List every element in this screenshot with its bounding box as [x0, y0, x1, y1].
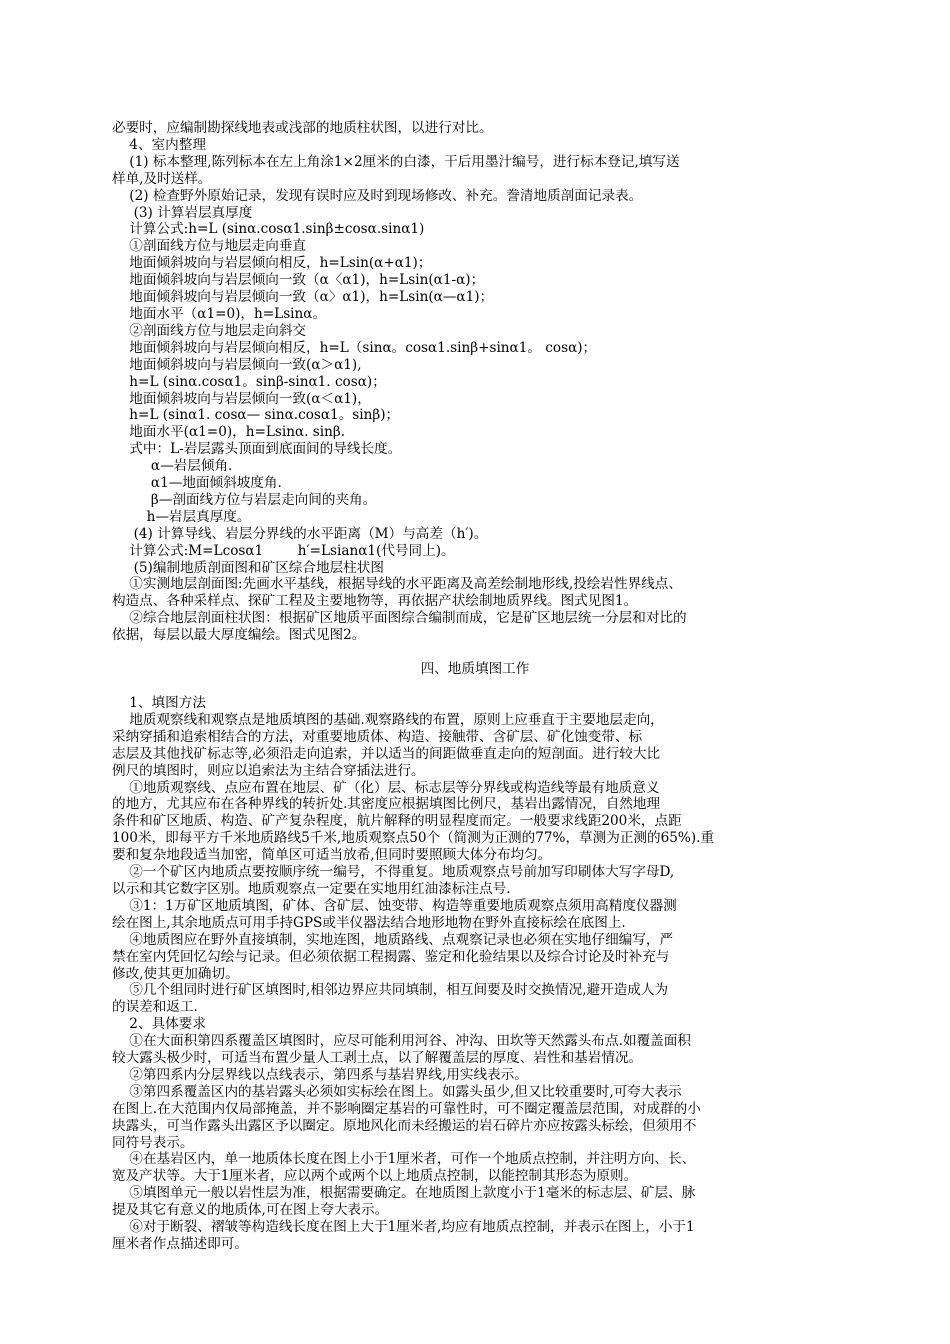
text-line: h—岩层真厚度。 — [112, 508, 251, 525]
text-line: 较大露头极少时，可适当布置少量人工剥土点，以了解覆盖层的厚度、岩性和基岩情况。 — [112, 1050, 643, 1067]
section-geological-mapping — [112, 695, 838, 1253]
text-line: 宽及产状等。大于1厘米者，应以两个或两个以上地质点控制，以能控制其形态为原则。 — [112, 1168, 638, 1185]
text-line: 样单,及时送样。 — [112, 170, 212, 187]
text-line: 计算公式:M=Lcosα1 h′=Lsianα1(代号同上)。 — [112, 542, 455, 559]
text-line: h=L (sinα1. cosα— sinα.cosα1。sinβ)； — [112, 407, 400, 424]
section-title: 四、地质填图工作 — [420, 661, 530, 678]
text-line: (3) 计算岩层真厚度 — [112, 204, 253, 221]
text-line: ⑤几个组同时进行矿区填图时,相邻边界应共同填制，相互间要及时交换情况,避开造成人为 — [112, 982, 669, 999]
text-line: 计算公式:h=L (sinα.cosα1.sinβ±cosα.sinα1) — [112, 221, 425, 238]
text-line: 的误差和返工. — [112, 999, 198, 1016]
text-line: ①剖面线方位与地层走向垂直 — [112, 238, 307, 255]
text-line: 志层及其他找矿标志等,必须沿走向追索，并以适当的间距做垂直走向的短剖面。进行较大比 — [112, 745, 661, 762]
text-line: 绘在图上,其余地质点可用手持GPS或半仪器法结合地形地物在野外直接标绘在底图上. — [112, 914, 626, 931]
text-line: 厘米者作点描述即可。 — [112, 1236, 248, 1252]
text-line: (5)编制地质剖面图和矿区综合地层柱状图 — [112, 559, 384, 576]
document-page — [112, 120, 838, 1253]
text-line: 以示和其它数字区别。地质观察点一定要在实地用红油漆标注点号. — [112, 880, 511, 897]
text-line: ②一个矿区内地质点要按顺序统一编号，不得重复。地质观察点号前加写印刷体大写字母D, — [112, 864, 675, 881]
text-line: 地面倾斜坡向与岩层倾向相反，h=Lsin(α+α1)； — [112, 255, 432, 272]
text-line: 同符号表示。 — [112, 1134, 194, 1151]
text-line: 禁在室内凭回忆勾绘与记录。但必须依据工程揭露、鉴定和化验结果以及综合讨论及时补充与 — [112, 948, 670, 965]
text-line: 4、室内整理 — [112, 136, 206, 153]
text-line: ①地质观察线、点应布置在地层、矿（化）层、标志层等分界线或构造线等最有地质意义 — [112, 779, 660, 796]
text-line: 1、填图方法 — [112, 695, 206, 711]
text-line: (1) 标本整理,陈列标本在左上角涂1×2厘米的白漆，干后用墨汁编号，进行标本登记,填写送 — [112, 153, 680, 170]
text-line: 地面倾斜坡向与岩层倾向一致（α〉α1)，h=Lsin(α—α1)； — [112, 289, 494, 306]
section-indoor-processing — [112, 120, 838, 644]
text-line: 块露头，可当作露头出露区予以圈定。原地风化而未经搬运的岩石碎片亦应按露头标绘，但须用不 — [112, 1117, 697, 1134]
text-line: 地面水平（α1=0)，h=Lsinα。 — [112, 305, 327, 322]
text-line: 修改,使其更加确切。 — [112, 965, 239, 982]
text-line: 必要时，应编制勘探线地表或浅部的地质柱状图，以进行对比。 — [112, 120, 493, 136]
text-line: ⑥对于断裂、褶皱等构造线长度在图上大于1厘米者,均应有地质点控制，并表示在图上，小于1 — [112, 1219, 695, 1236]
text-line: ③第四系覆盖区内的基岩露头必须如实标绘在图上。如露头虽少,但又比较重要时,可夸大表示 — [112, 1083, 682, 1100]
text-line: ④在基岩区内，单一地质体长度在图上小于1厘米者，可作一个地质点控制，并注明方向、长、 — [112, 1151, 696, 1168]
text-line: h=L (sinα.cosα1。sinβ-sinα1. cosα)； — [112, 373, 386, 390]
text-line: 地面倾斜坡向与岩层倾向一致(α＞α1), — [112, 356, 362, 373]
text-line: 条件和矿区地质、构造、矿产复杂程度，航片解释的明显程度而定。一般要求线距200米，点距 — [112, 813, 682, 830]
text-line: 式中：L-岩层露头顶面到底面间的导线长度。 — [112, 441, 402, 458]
text-line: 在图上.在大范围内仅局部掩盖，并不影响圈定基岩的可靠性时，可不圈定覆盖层范围，对成群的小 — [112, 1100, 701, 1117]
text-line: ①实测地层剖面图:先画水平基线，根据导线的水平距离及高差绘制地形线,投绘岩性界线点、 — [112, 576, 682, 593]
text-line: 地面倾斜坡向与岩层倾向一致（α〈α1)，h=Lsin(α1-α)； — [112, 272, 485, 289]
text-line: ②第四系内分层界线以点线表示，第四系与基岩界线,用实线表示。 — [112, 1066, 528, 1083]
text-line: 提及其它有意义的地质体,可在图上夸大表示。 — [112, 1202, 389, 1219]
text-line: ①在大面积第四系覆盖区填图时，应尽可能利用河谷、冲沟、田坎等天然露头布点.如覆盖面积 — [112, 1033, 691, 1050]
text-line: α1—地面倾斜坡度角. — [112, 475, 282, 492]
text-line: 的地方，尤其应布在各种界线的转折处.其密度应根据填图比例尺，基岩出露情况，自然地理 — [112, 796, 661, 813]
text-line: 2、具体要求 — [112, 1016, 206, 1033]
text-line: 地面倾斜坡向与岩层倾向相反，h=L（sinα。cosα1.sinβ+sinα1。 cosα)； — [112, 339, 597, 356]
text-line: 要和复杂地段适当加密，简单区可适当放希,但同时要照顾大体分布均匀。 — [112, 847, 552, 864]
text-line: 构造点、各种采样点、探矿工程及主要地物等，再依据产状绘制地质界线。图式见图1。 — [112, 593, 638, 610]
text-line: 100米，即每平方千米地质路线5千米,地质观察点50个（简测为正测的77%，草测为正测的65%).重 — [112, 830, 715, 847]
text-line: 采纳穿插和追索相结合的方法，对重要地质体、构造、接触带、含矿层、矿化蚀变带、标 — [112, 728, 643, 745]
text-line: ③1：1万矿区地质填图，矿体、含矿层、蚀变带、构造等重要地质观察点须用高精度仪器测 — [112, 897, 677, 914]
text-line: 地质观察线和观察点是地质填图的基础.观察路线的布置，原则上应垂直于主要地层走向， — [112, 711, 664, 728]
text-line: (4) 计算导线、岩层分界线的水平距离（M）与高差（h′)。 — [112, 525, 488, 542]
text-line: ②综合地层剖面柱状图：根据矿区地质平面图综合编制而成，它是矿区地层统一分层和对比的 — [112, 610, 687, 627]
text-line: α—岩层倾角. — [112, 458, 233, 475]
text-line: ②剖面线方位与地层走向斜交 — [112, 322, 307, 339]
text-line: 依据，每层以最大厚度编绘。图式见图2。 — [112, 627, 366, 644]
text-line: ④地质图应在野外直接填制，实地连图，地质路线、点观察记录也必须在实地仔细编写，严 — [112, 931, 674, 948]
text-line: β—剖面线方位与岩层走向间的夹角。 — [112, 491, 377, 508]
text-line: ⑤填图单元一般以岩性层为准，根据需要确定。在地质图上款度小于1毫米的标志层、矿层、脉 — [112, 1185, 696, 1202]
text-line: 地面倾斜坡向与岩层倾向一致(α＜α1)， — [112, 390, 371, 407]
text-line: 例尺的填图时，则应以追索法为主结合穿插法进行。 — [112, 762, 425, 779]
text-line: 地面水平(α1=0)，h=Lsinα. sinβ. — [112, 424, 346, 441]
text-line: (2) 检查野外原始记录，发现有误时应及时到现场修改、补充。誊清地质剖面记录表。 — [112, 187, 643, 204]
